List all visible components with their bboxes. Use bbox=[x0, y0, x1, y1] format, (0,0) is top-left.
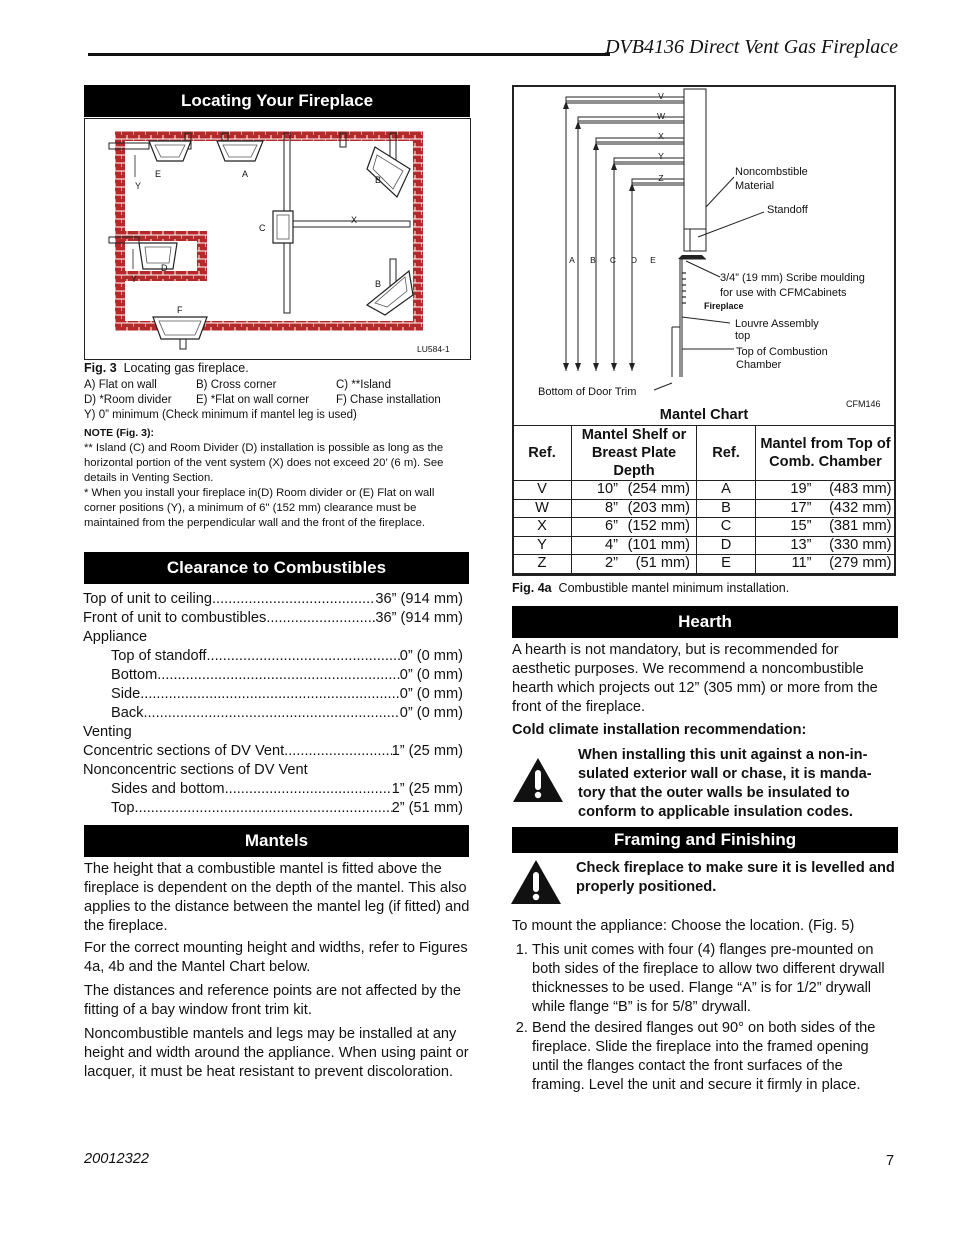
leader-dots bbox=[266, 609, 375, 628]
shelf-depth-mm: (254 mm) bbox=[627, 481, 690, 497]
fig3-label-y-bottom: Y bbox=[131, 274, 138, 284]
ref-shelf: X bbox=[513, 518, 572, 537]
clearance-label: Appliance bbox=[83, 629, 148, 645]
clearance-label: Side bbox=[111, 686, 141, 702]
fig4a-caption bbox=[512, 581, 789, 596]
shelf-depth bbox=[572, 499, 697, 518]
fig3-caption-number: Fig. 3 bbox=[84, 361, 117, 375]
note-island: ** Island (C) and Room Divider (D) installation is possible as long as the horizontal portion of the vent system (X) does not exceed 20’ (6 m). See details in Venting Section. bbox=[84, 442, 444, 484]
fig3-label-e: E bbox=[155, 169, 162, 179]
height-from-chamber bbox=[756, 555, 896, 574]
clearance-value: 36” (914 mm) bbox=[375, 610, 463, 626]
insulation-warning: When installing this unit against a non-in-sulated exterior wall or chase, it is manda-tory that the outer walls be insulated to conform to applicable insulation codes. bbox=[578, 747, 872, 820]
height-mm: (330 mm) bbox=[829, 536, 892, 553]
height-mm: (483 mm) bbox=[829, 481, 892, 497]
mantel-letter-c: C bbox=[609, 255, 617, 265]
page-number: 7 bbox=[886, 1153, 895, 1169]
fig3-label-x: X bbox=[351, 215, 358, 225]
height-in: 11” bbox=[791, 555, 812, 571]
section-heading-clearance: Clearance to Combustibles bbox=[84, 552, 469, 584]
clearance-row bbox=[83, 742, 463, 761]
mantel-chart-row bbox=[513, 536, 896, 555]
clearance-row bbox=[83, 761, 463, 780]
ref-height: D bbox=[697, 536, 756, 555]
mantel-chart-row bbox=[513, 499, 896, 518]
fig3-notes bbox=[84, 426, 466, 531]
legend-d: D) *Room divider bbox=[84, 394, 172, 406]
framing-steps bbox=[512, 941, 896, 1097]
note-room-divider: * When you install your fireplace in(D) Room divider or (E) Flat on wall corner positions (Y), a minimum of 6" (152 mm) clearance must be maintained from the perpendicular wall and the front of the fireplace. bbox=[84, 487, 435, 529]
height-in: 15” bbox=[790, 518, 812, 534]
shelf-depth bbox=[572, 518, 697, 537]
ref-shelf: V bbox=[513, 481, 572, 500]
fig3-label-b-top: B bbox=[375, 175, 382, 185]
ref-shelf: W bbox=[513, 499, 572, 518]
mantels-paragraph-2: For the correct mounting height and widths, refer to Figures 4a, 4b and the Mantel Chart below. bbox=[84, 940, 468, 975]
fig3-code: LU584-1 bbox=[417, 344, 450, 354]
label-standoff: Standoff bbox=[767, 204, 808, 216]
clearance-value: 36” (914 mm) bbox=[375, 591, 463, 607]
mantel-letter-e: E bbox=[650, 255, 656, 265]
legend-f: F) Chase installation bbox=[336, 394, 441, 406]
height-from-chamber bbox=[756, 518, 896, 537]
section-heading-hearth: Hearth bbox=[512, 606, 898, 638]
clearance-row bbox=[83, 590, 463, 609]
header-mantel-from-top: Mantel from Top of Comb. Chamber bbox=[756, 426, 896, 481]
mantels-paragraph-3: The distances and reference points are not affected by the fitting of a bay window front trim kit. bbox=[84, 983, 461, 1018]
mantel-chart-header-row bbox=[513, 426, 896, 481]
shelf-depth-mm: (101 mm) bbox=[627, 536, 690, 553]
mantel-clearance-diagram bbox=[514, 87, 894, 417]
clearance-label: Front of unit to combustibles bbox=[83, 610, 267, 626]
shelf-depth-mm: (203 mm) bbox=[627, 499, 690, 516]
ref-height: E bbox=[697, 555, 756, 574]
header-rule bbox=[88, 53, 610, 56]
fig3-label-y-top: Y bbox=[135, 181, 142, 191]
clearance-label: Top of unit to ceiling bbox=[83, 591, 212, 607]
room-layout-diagram bbox=[85, 119, 470, 359]
mantel-chart-title: Mantel Chart bbox=[659, 407, 749, 423]
height-from-chamber bbox=[756, 536, 896, 555]
height-from-chamber bbox=[756, 481, 896, 500]
clearance-value: 0” (0 mm) bbox=[399, 648, 463, 664]
clearance-value: 2” (51 mm) bbox=[391, 800, 463, 816]
leader-dots bbox=[135, 799, 392, 818]
leader-dots bbox=[284, 742, 391, 761]
framing-intro: To mount the appliance: Choose the location. (Fig. 5) bbox=[512, 918, 855, 934]
locating-figure bbox=[84, 118, 471, 360]
ref-height: A bbox=[697, 481, 756, 500]
hearth-paragraph: A hearth is not mandatory, but is recommended for aesthetic purposes. We recommend a noncombustible hearth which projects out 12” (305 mm) or more from the front of the fireplace. bbox=[512, 642, 878, 715]
label-bottom-door-trim: Bottom of Door Trim bbox=[538, 386, 637, 398]
leader-dots bbox=[206, 647, 399, 666]
mantel-letter-z: Z bbox=[658, 173, 664, 183]
legend-e: E) *Flat on wall corner bbox=[196, 394, 310, 406]
fig3-legend bbox=[84, 378, 474, 423]
fig3-label-c: C bbox=[259, 223, 266, 233]
height-in: 13” bbox=[790, 536, 812, 553]
clearance-value: 1” (25 mm) bbox=[391, 743, 463, 759]
fig3-label-a: A bbox=[242, 169, 249, 179]
shelf-depth-in: 4” bbox=[605, 536, 618, 553]
cold-climate-title: Cold climate installation recommendation: bbox=[512, 722, 807, 738]
clearance-row bbox=[83, 647, 463, 666]
height-mm: (432 mm) bbox=[829, 499, 892, 516]
section-heading-locating: Locating Your Fireplace bbox=[84, 85, 470, 117]
mantel-figure bbox=[512, 85, 896, 576]
clearance-label: Sides and bottom bbox=[111, 781, 225, 797]
section-heading-framing: Framing and Finishing bbox=[512, 827, 898, 853]
shelf-depth-in: 8” bbox=[605, 499, 618, 516]
mantel-letter-y: Y bbox=[658, 151, 664, 161]
note-title: NOTE (Fig. 3): bbox=[84, 427, 154, 439]
leader-dots bbox=[140, 685, 400, 704]
clearance-row bbox=[83, 704, 463, 723]
ref-shelf: Y bbox=[513, 536, 572, 555]
shelf-depth bbox=[572, 536, 697, 555]
legend-b: B) Cross corner bbox=[196, 379, 277, 391]
mantel-fig-code: CFM146 bbox=[846, 399, 881, 409]
document-title: DVB4136 Direct Vent Gas Fireplace bbox=[605, 36, 898, 58]
label-louvre: Louvre Assembly top bbox=[735, 318, 819, 342]
legend-a: A) Flat on wall bbox=[84, 379, 157, 391]
clearance-label: Venting bbox=[83, 724, 132, 740]
clearance-label: Concentric sections of DV Vent bbox=[83, 743, 285, 759]
leader-dots bbox=[225, 780, 392, 799]
leader-dots bbox=[157, 666, 400, 685]
levelled-warning: Check fireplace to make sure it is levelled and properly positioned. bbox=[576, 860, 895, 895]
leader-dots bbox=[143, 704, 399, 723]
shelf-depth-in: 10” bbox=[596, 481, 618, 497]
height-mm: (381 mm) bbox=[829, 518, 892, 534]
clearance-list bbox=[83, 590, 463, 818]
clearance-row bbox=[83, 609, 463, 628]
mantel-letter-a: A bbox=[569, 255, 575, 265]
header-shelf-depth: Mantel Shelf or Breast Plate Depth bbox=[572, 426, 697, 481]
shelf-depth-in: 6” bbox=[605, 518, 618, 534]
leader-dots bbox=[212, 590, 375, 609]
section-heading-mantels: Mantels bbox=[84, 825, 469, 857]
ref-height: C bbox=[697, 518, 756, 537]
clearance-row bbox=[83, 628, 463, 647]
fig3-label-f: F bbox=[177, 305, 183, 315]
mantel-chart-row bbox=[513, 518, 896, 537]
height-in: 19” bbox=[790, 481, 812, 497]
clearance-row bbox=[83, 799, 463, 818]
mantel-chart-row bbox=[513, 481, 896, 500]
shelf-depth bbox=[572, 555, 697, 574]
height-from-chamber bbox=[756, 499, 896, 518]
ref-height: B bbox=[697, 499, 756, 518]
fig4a-caption-number: Fig. 4a bbox=[512, 581, 552, 595]
clearance-label: Top bbox=[111, 800, 135, 816]
fig3-caption bbox=[84, 361, 249, 376]
ref-shelf: Z bbox=[513, 555, 572, 574]
framing-step: 2. Bend the desired flanges out 90° on both sides of the fireplace. Slide the fireplace into the framed opening until the flanges contact the front surfaces of the framing. Level the unit and secure it firmly in place. bbox=[532, 1019, 896, 1095]
shelf-depth-in: 2” bbox=[605, 555, 618, 571]
framing-step: 1. This unit comes with four (4) flanges pre-mounted on both sides of the fireplace to allow two different drywall thicknesses to be used. Flange “A” is for 1/2” drywall while flange “B” is for 5/8” drywall. bbox=[532, 941, 896, 1017]
clearance-label: Nonconcentric sections of DV Vent bbox=[83, 762, 308, 778]
clearance-value: 0” (0 mm) bbox=[399, 667, 463, 683]
warning-icon bbox=[510, 858, 562, 906]
mantels-paragraph-1: The height that a combustible mantel is fitted above the fireplace is dependent on the depth of the mantel. This also applies to the distance between the mantel leg (if fitted) and the fireplace. bbox=[84, 861, 470, 934]
height-in: 17” bbox=[790, 499, 812, 516]
mantel-chart-row bbox=[513, 555, 896, 574]
label-scribe: 3/4” (19 mm) Scribe moulding for use with CFMCabinets bbox=[720, 272, 865, 299]
label-fireplace: Fireplace bbox=[704, 301, 744, 311]
warning-icon bbox=[512, 756, 564, 804]
document-number: 20012322 bbox=[84, 1151, 149, 1167]
clearance-value: 0” (0 mm) bbox=[399, 686, 463, 702]
clearance-row bbox=[83, 685, 463, 704]
header-ref-2: Ref. bbox=[697, 426, 756, 481]
header-ref-1: Ref. bbox=[513, 426, 572, 481]
mantel-chart-table bbox=[512, 425, 896, 574]
height-mm: (279 mm) bbox=[829, 555, 892, 571]
mantels-paragraph-4: Noncombustible mantels and legs may be installed at any height and width around the appliance. When using paint or lacquer, it must be heat resistant to prevent discoloration. bbox=[84, 1026, 469, 1080]
legend-c: C) **Island bbox=[336, 379, 391, 391]
clearance-row bbox=[83, 666, 463, 685]
clearance-label: Bottom bbox=[111, 667, 158, 683]
fig3-label-d: D bbox=[161, 263, 168, 273]
mantel-letter-d: D bbox=[630, 255, 638, 265]
fig3-caption-text: Locating gas fireplace. bbox=[123, 361, 249, 375]
clearance-value: 1” (25 mm) bbox=[391, 781, 463, 797]
shelf-depth-mm: (152 mm) bbox=[627, 518, 690, 534]
mantel-letter-b: B bbox=[590, 255, 596, 265]
label-top-combustion: Top of Combustion Chamber bbox=[736, 346, 828, 371]
fig3-label-b-bottom: B bbox=[375, 279, 382, 289]
mantel-letter-x: X bbox=[658, 131, 664, 141]
clearance-label: Top of standoff bbox=[111, 648, 207, 664]
clearance-label: Back bbox=[111, 705, 144, 721]
clearance-value: 0” (0 mm) bbox=[399, 705, 463, 721]
clearance-row bbox=[83, 723, 463, 742]
fig4a-caption-text: Combustible mantel minimum installation. bbox=[558, 581, 790, 595]
mantel-letter-v: V bbox=[658, 91, 664, 101]
label-noncombustible: Noncombstible Material bbox=[735, 166, 808, 192]
mantel-letter-w: W bbox=[656, 111, 666, 121]
clearance-row bbox=[83, 780, 463, 799]
shelf-depth bbox=[572, 481, 697, 500]
legend-y: Y) 0” minimum (Check minimum if mantel leg is used) bbox=[84, 409, 357, 421]
shelf-depth-mm: (51 mm) bbox=[635, 555, 690, 571]
